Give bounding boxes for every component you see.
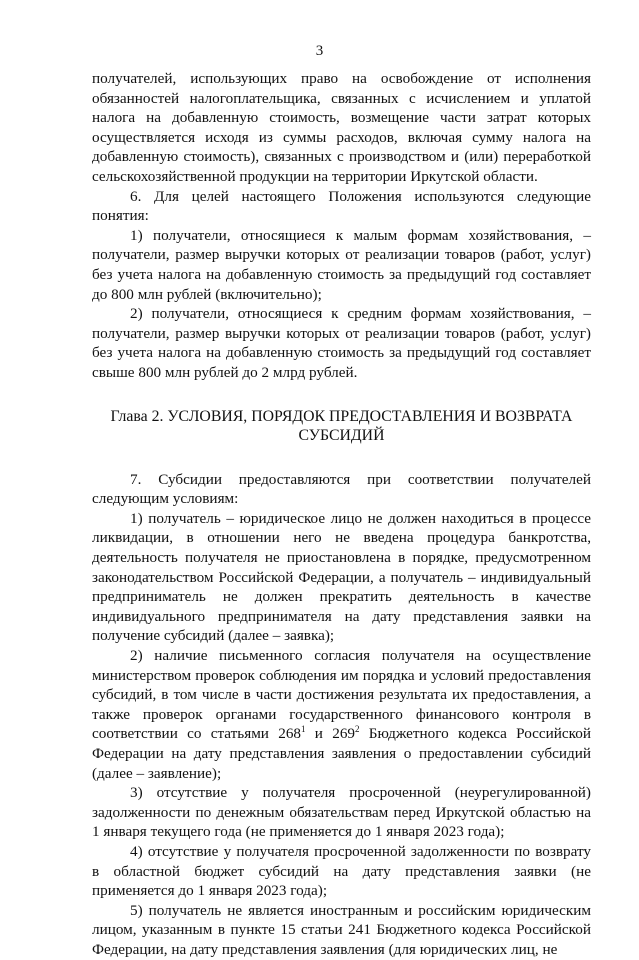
paragraph-item-7: 7. Субсидии предоставляются при соответствии получателей следующим условиям: <box>92 470 591 508</box>
paragraph-item-7-5: 5) получатель не является иностранным и российским юридическим лицом, указанным в пункте 15 статьи 241 Бюджетного кодекса Российской Федерации, на дату представления заявления (для юридических лиц, не <box>92 901 591 958</box>
paragraph-item-7-3: 3) отсутствие у получателя просроченной (неурегулированной) задолженности по денежным обязательствам перед Иркутской областью на 1 января текущего года (не применяется до 1 января 2023 года); <box>92 784 591 841</box>
superscript-1: 1 <box>301 724 306 735</box>
paragraph-item-7-2-part-b: и 269 <box>305 725 356 743</box>
paragraph-item-7-2 <box>92 646 591 783</box>
paragraph-item-6-2: 2) получатели, относящиеся к средним формам хозяйствования, – получатели, размер выручки которых от реализации товаров (работ, услуг) без учета налога на добавленную стоимость за предыдущий год составляет свыше 800 млн рублей до 2 млрд рублей. <box>92 305 591 381</box>
paragraph-item-7-4: 4) отсутствие у получателя просроченной задолженности по возврату в областной бюджет субсидий на дату представления заявки (не применяется до 1 января 2023 года); <box>92 842 591 900</box>
paragraph-item-7-1: 1) получатель – юридическое лицо не должен находиться в процессе ликвидации, в отношении него не введена процедура банкротства, деятельность получателя не приостановлена в порядке, предусмотренном законодательством Российской Федерации, а получатель – индивидуальный предприниматель не должен прекратить деятельность в качестве индивидуального предпринимателя на дату представления заявки на получение субсидий (далее – заявка); <box>92 509 591 645</box>
superscript-2: 2 <box>355 724 360 735</box>
paragraph-item-6-1: 1) получатели, относящиеся к малым формам хозяйствования, – получатели, размер выручки которых от реализации товаров (работ, услуг) без учета налога на добавленную стоимость за предыдущий год составляет до 800 млн рублей (включительно); <box>92 226 591 303</box>
document-body <box>92 69 591 960</box>
page-number: 3 <box>315 43 324 59</box>
paragraph-item-6: 6. Для целей настоящего Положения используются следующие понятия: <box>92 187 591 225</box>
paragraph-continuation: получателей, использующих право на освобождение от исполнения обязанностей налогоплательщика, связанных с исчислением и уплатой налога на добавленную стоимость, возмещение части затрат которых осуществляется исходя из суммы расходов, включая сумму налога на добавленную стоимость), связанных с производством и (или) переработкой сельскохозяйственной продукции на территории Иркутской области. <box>92 70 591 185</box>
chapter-heading: Глава 2. УСЛОВИЯ, ПОРЯДОК ПРЕДОСТАВЛЕНИЯ И ВОЗВРАТА СУБСИДИЙ <box>110 407 573 445</box>
paragraph-item-7-2-part-a: 2) наличие письменного согласия получателя на осуществление министерством проверок соблюдения им порядка и условий предоставления субсидий, в том числе в части достижения результата их предоставления, а также проверок органами государственного финансового контроля в соответствии со статьями 268 <box>92 647 591 743</box>
paragraph-item-7-2-part-c: Бюджетного кодекса Российской Федерации на дату представления заявления о предоставлении субсидий (далее – заявление); <box>92 725 591 782</box>
